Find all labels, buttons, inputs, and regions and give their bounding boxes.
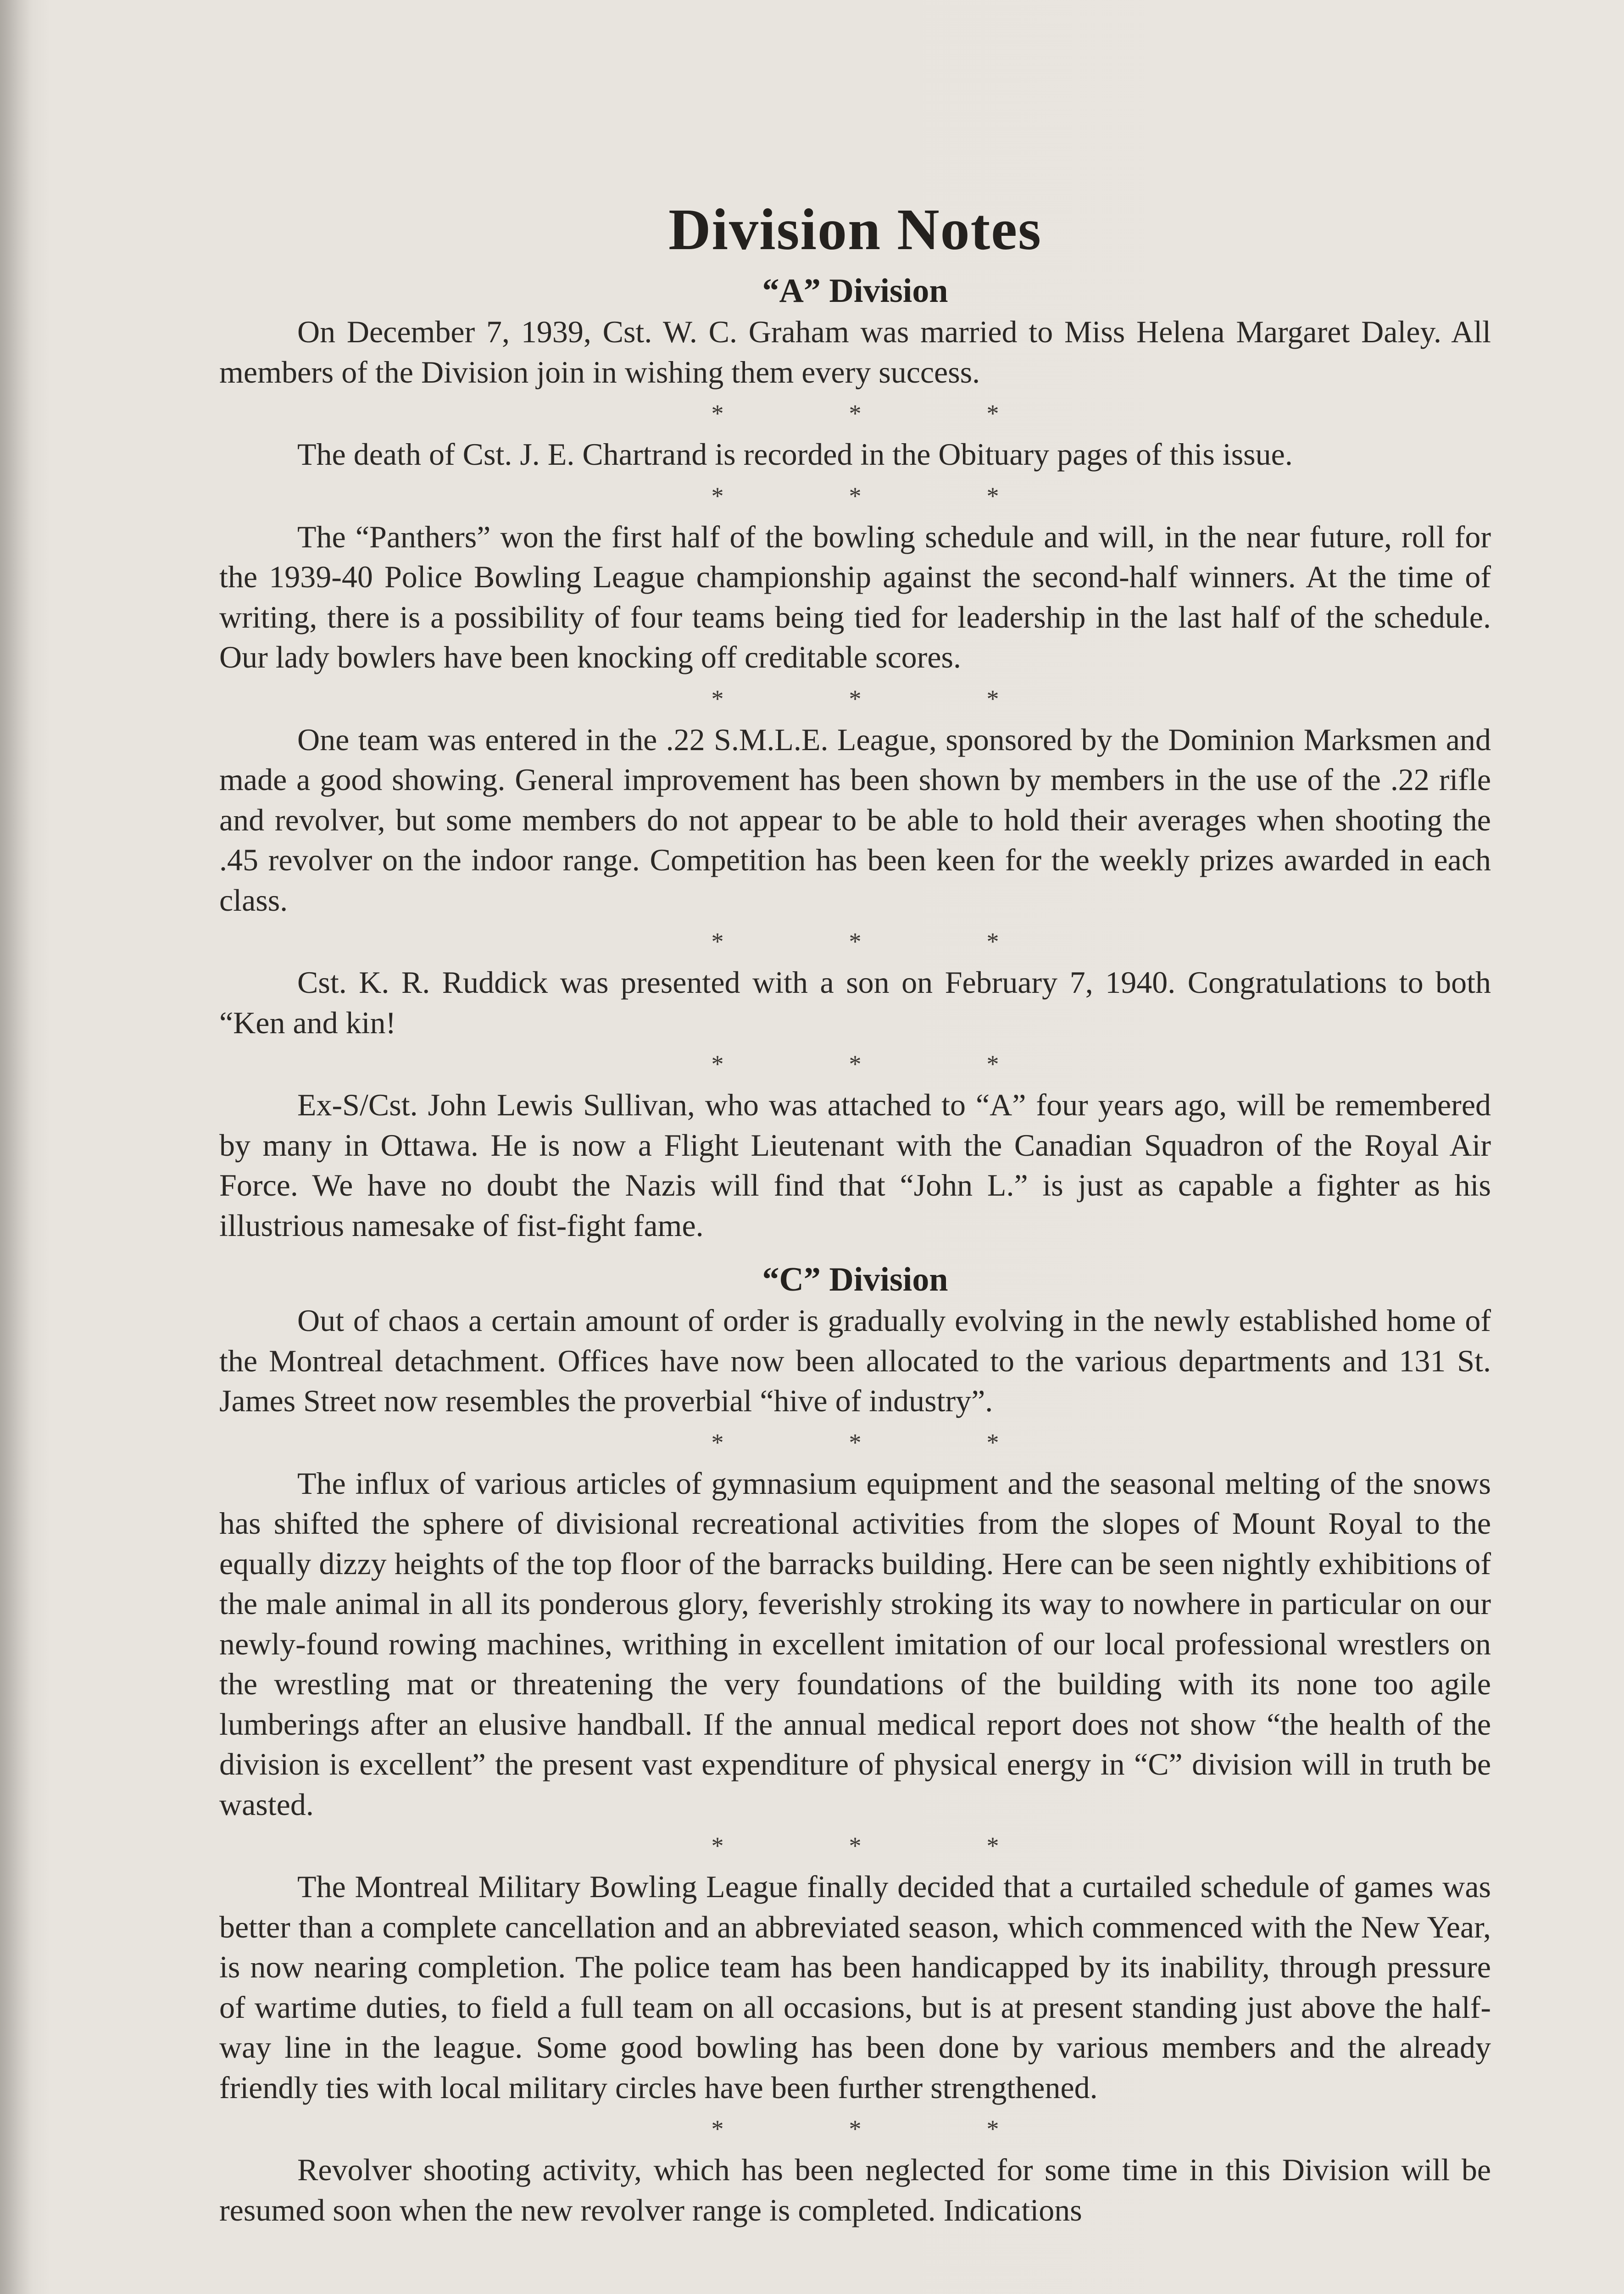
- separator-stars: * * *: [711, 928, 999, 955]
- section-heading-c-division: “C” Division: [762, 1261, 948, 1298]
- separator-stars: * * *: [711, 685, 999, 713]
- paragraph-c-2: The influx of various articles of gymnasium equipment and the seasonal melting of the snows has shifted the sphere of divisional recreational activities from the slopes of Mount Royal to the equally dizzy heights of the top floor of the barracks building. Here can be seen nightly exhibitions of the male animal in all its ponderous glory, feverishly stroking its way to nowhere in particular on our newly-found rowing machines, writhing in excellent imitation of our local professional wrestlers on the wrestling mat or threatening the very foundations of the building with its none too agile lumberings after an elusive handball. If the annual medical report does not show “the health of the division is excellent” the present vast expenditure of physical energy in “C” division will in truth be wasted.: [219, 1465, 1491, 1822]
- paragraph-a-3: The “Panthers” won the first half of the bowling schedule and will, in the near future, roll for the 1939-40 Police Bowling League championship against the second-half winners. At the time of writing, there is a possibility of four teams being tied for leadership in the last half of the schedule. Our lady bowlers have been knocking off creditable scores.: [219, 519, 1491, 674]
- paragraph-a-4: One team was entered in the .22 S.M.L.E. League, sponsored by the Dominion Marksmen and made a good showing. General improvement has been shown by members in the use of the .22 rifle and revolver, but some members do not appear to be able to hold their averages when shooting the .45 revolver on the indoor range. Competition has been keen for the weekly prizes awarded in each class.: [219, 722, 1491, 918]
- separator-stars: * * *: [711, 1832, 999, 1860]
- separator-stars: * * *: [711, 1050, 999, 1078]
- separator-stars: * * *: [711, 2115, 999, 2143]
- paragraph-a-1: On December 7, 1939, Cst. W. C. Graham was married to Miss Helena Margaret Daley. All members of the Division join in wishing them every success.: [219, 314, 1491, 390]
- paragraph-a-6: Ex-S/Cst. John Lewis Sullivan, who was attached to “A” four years ago, will be remembered by many in Ottawa. He is now a Flight Lieutenant with the Canadian Squadron of the Royal Air Force. We have no doubt the Nazis will find that “John L.” is just as capable a fighter as his illustrious namesake of fist-fight fame.: [219, 1087, 1491, 1243]
- separator-stars: * * *: [711, 400, 999, 427]
- paragraph-c-1: Out of chaos a certain amount of order is gradually evolving in the newly established home of the Montreal detachment. Offices have now been allocated to the various departments and 131 St. James Street now resembles the proverbial “hive of industry”.: [219, 1303, 1491, 1418]
- page-title: Division Notes: [668, 197, 1042, 262]
- article-body: [219, 193, 1491, 2230]
- separator-stars: * * *: [711, 482, 999, 510]
- section-heading-a-division: “A” Division: [762, 272, 948, 310]
- paragraph-a-5: Cst. K. R. Ruddick was presented with a son on February 7, 1940. Congratulations to both “Ken and kin!: [219, 965, 1491, 1040]
- paragraph-c-3: The Montreal Military Bowling League finally decided that a curtailed schedule of games was better than a complete cancellation and an abbreviated season, which commenced with the New Year, is now nearing completion. The police team has been handicapped by its inability, through pressure of wartime duties, to field a full team on all occasions, but is at present standing just above the half-way line in the league. Some good bowling has been done by various members and the already friendly ties with local military circles have been further strengthened.: [219, 1869, 1491, 2105]
- page-spine-shadow: [0, 0, 32, 2294]
- paragraph-c-4: Revolver shooting activity, which has been neglected for some time in this Division will be resumed soon when the new revolver range is completed. Indications: [219, 2152, 1491, 2227]
- separator-stars: * * *: [711, 1428, 999, 1456]
- paragraph-a-2: The death of Cst. J. E. Chartrand is recorded in the Obituary pages of this issue.: [297, 437, 1293, 472]
